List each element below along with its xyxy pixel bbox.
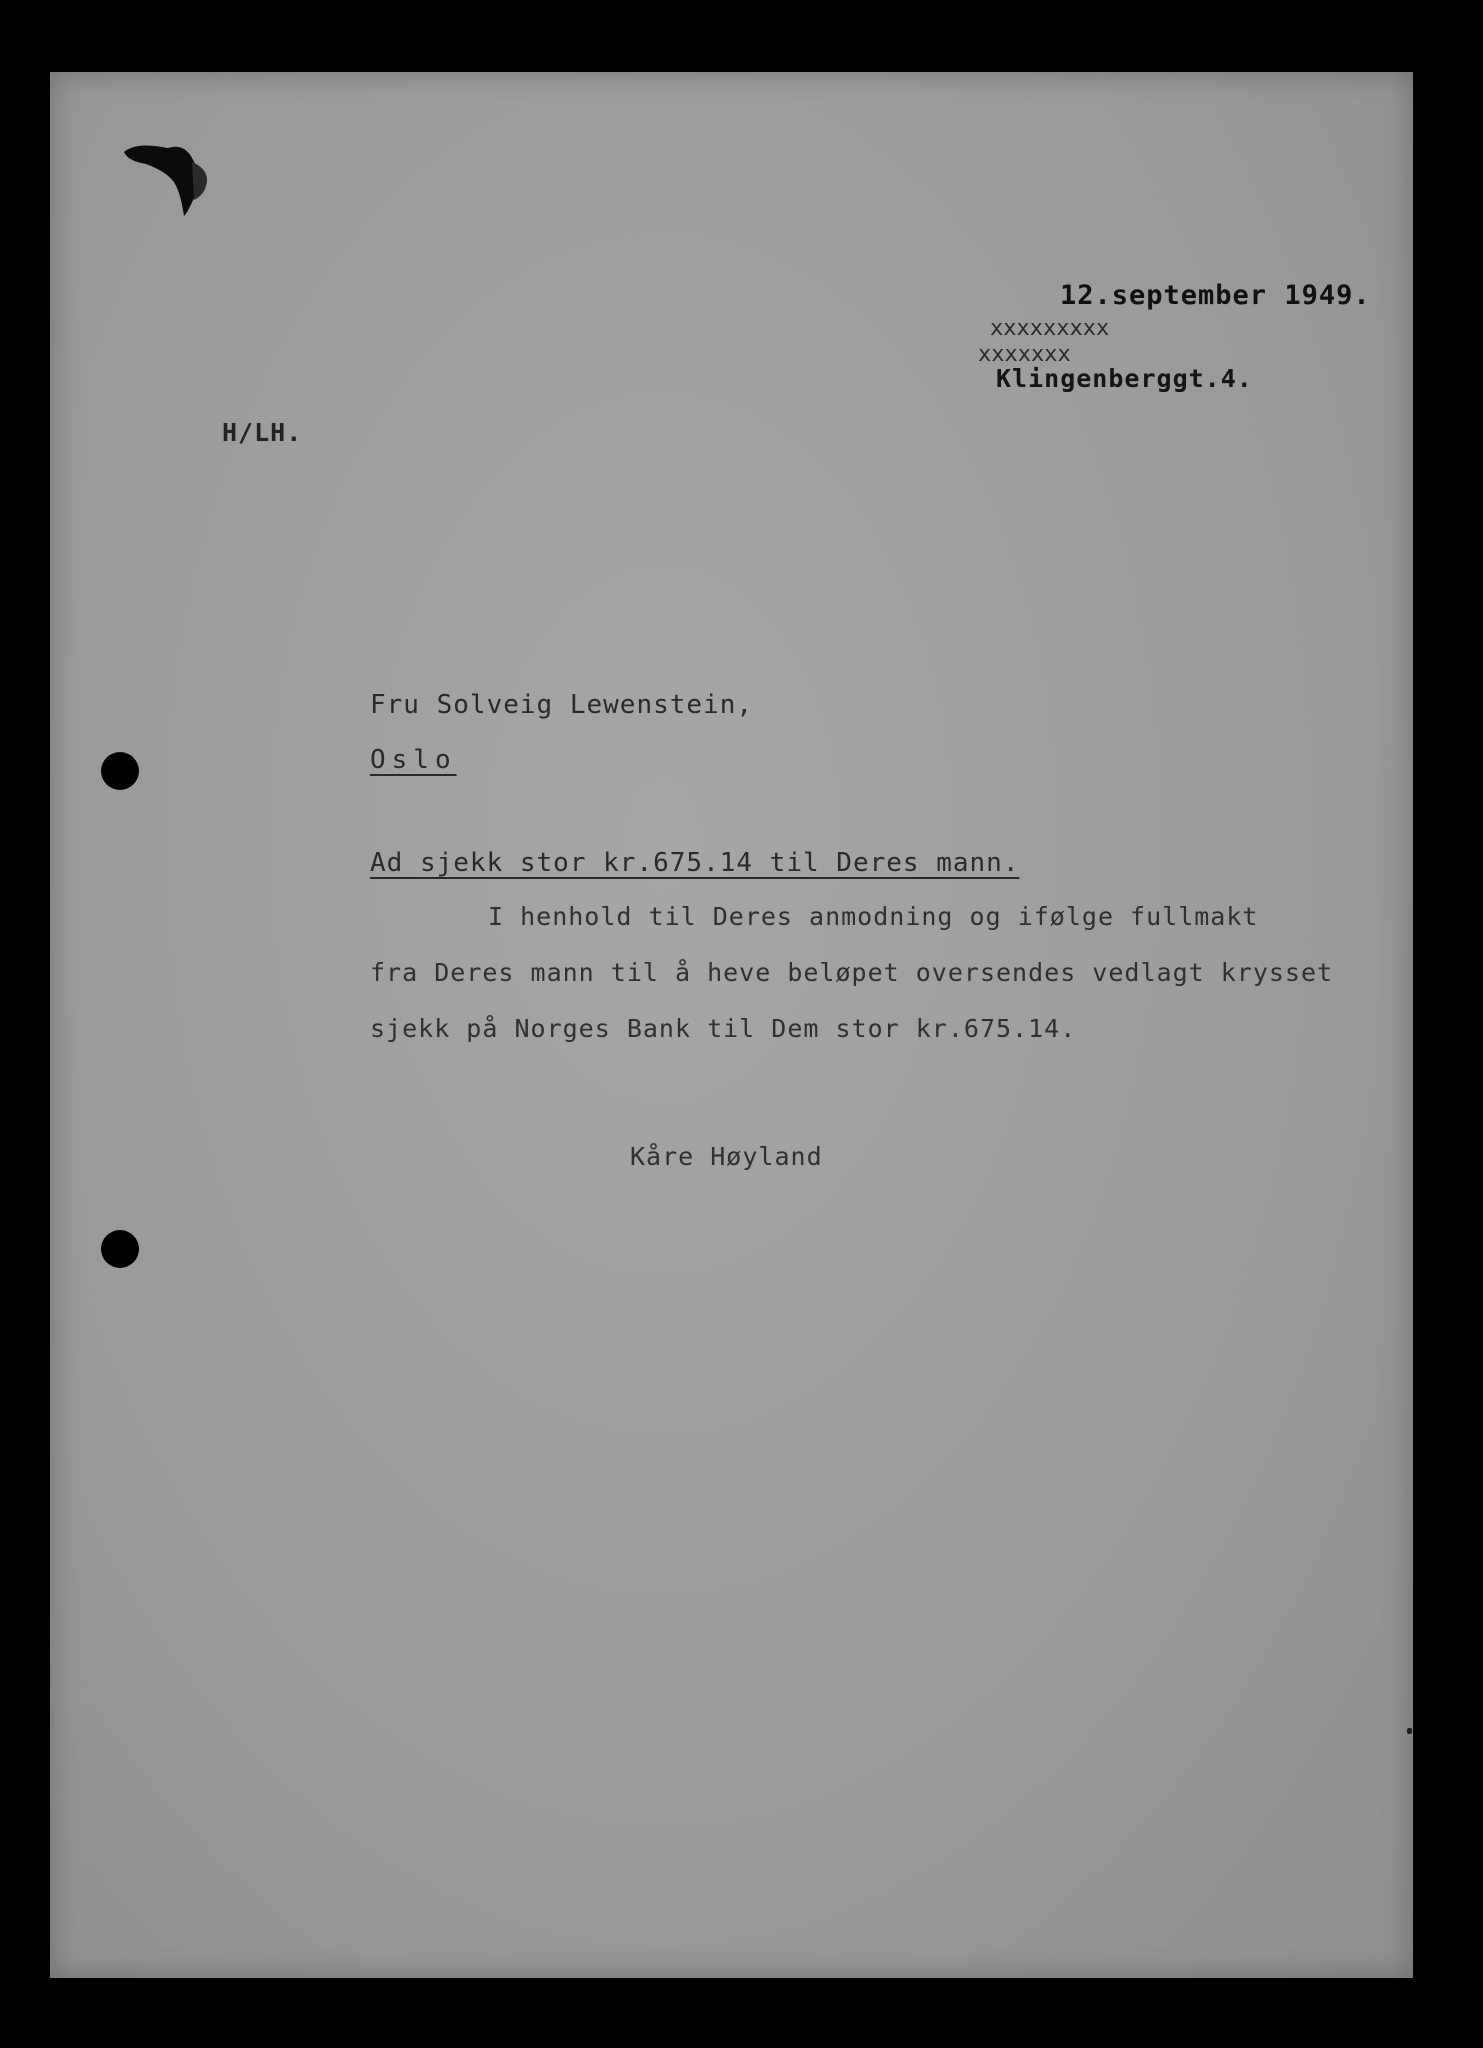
reference-initials: H/LH.: [222, 418, 303, 447]
letter-subject: Ad sjekk stor kr.675.14 til Deres mann.: [370, 848, 1020, 878]
recipient-name: Fru Solveig Lewenstein,: [370, 690, 754, 720]
body-line-1: I henhold til Deres anmodning og ifølge fullmakt: [488, 902, 1259, 931]
punch-hole-icon: [101, 1230, 139, 1268]
signature-name: Kåre Høyland: [630, 1142, 823, 1171]
body-line-3: sjekk på Norges Bank til Dem stor kr.675.14.: [370, 1014, 1077, 1043]
letter-date: 12.september 1949.: [1060, 280, 1371, 311]
scan-speck: [1407, 1728, 1412, 1734]
recipient-city: Oslo: [370, 745, 457, 775]
ink-blot-icon: [122, 138, 217, 218]
punch-hole-icon: [101, 752, 139, 790]
body-line-2: fra Deres mann til å heve beløpet oversendes vedlagt krysset: [370, 958, 1334, 987]
struck-out-line-2: xxxxxxx: [978, 342, 1071, 367]
struck-out-line-1: xxxxxxxxx: [990, 316, 1110, 341]
sender-address: Klingenberggt.4.: [996, 364, 1253, 393]
